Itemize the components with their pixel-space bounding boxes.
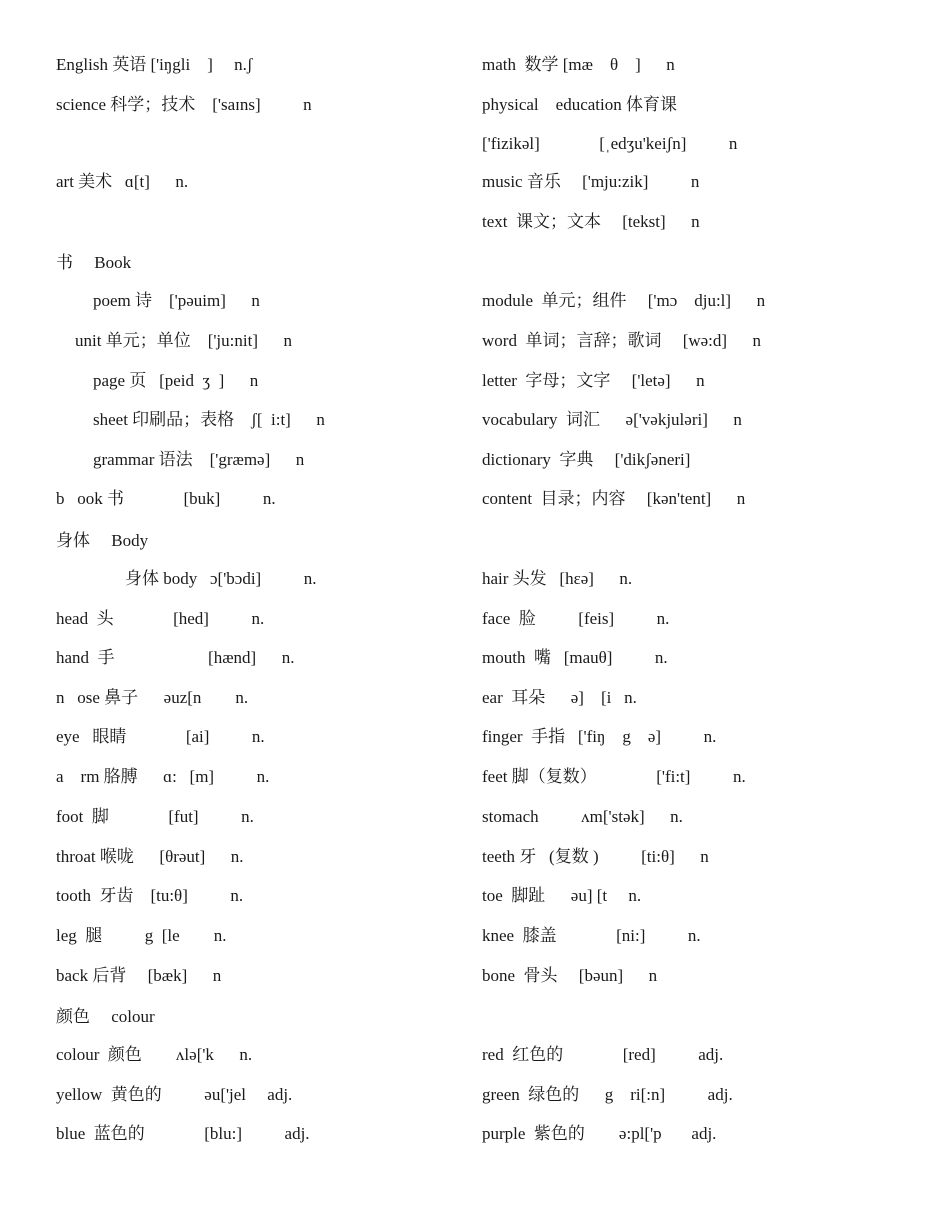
- entry-english: English 英语 ['iŋgli ] n.ʃ: [56, 55, 253, 74]
- entry-foot: foot 脚 [fut] n.: [56, 807, 254, 826]
- entry-leg: leg 腿 g [le n.: [56, 926, 227, 945]
- entry-art: art 美术 ɑ[t] n.: [56, 172, 189, 191]
- entry-pe-word: physical education 体育课: [482, 95, 677, 114]
- entry-dictionary: dictionary 字典 ['dikʃəneri]: [482, 450, 691, 469]
- entry-letter: letter 字母；文字 ['letə] n: [482, 371, 705, 390]
- entry-knee: knee 膝盖 [ni:] n.: [482, 926, 701, 945]
- entry-pe-phonetic: ['fizikəl] [ˌedʒu'keiʃn] n: [482, 134, 738, 153]
- entry-yellow: yellow 黄色的 əu['jel adj.: [56, 1085, 293, 1104]
- entry-body: 身体 body ɔ['bɔdi] n.: [125, 569, 317, 588]
- entry-throat: throat 喉咙 [θrəut] n.: [56, 847, 244, 866]
- entry-module: module 单元；组件 ['mɔ dju:l] n: [482, 291, 766, 310]
- entry-back: back 后背 [bæk] n: [56, 966, 222, 985]
- entry-music: music 音乐 ['mju:zik] n: [482, 172, 700, 191]
- entry-purple: purple 紫色的 ə:pl['p adj.: [482, 1124, 717, 1143]
- entry-content: content 目录；内容 [kən'tent] n: [482, 489, 746, 508]
- entry-hair: hair 头发 [hɛə] n.: [482, 569, 633, 588]
- entry-red: red 红色的 [red] adj.: [482, 1045, 724, 1064]
- entry-grammar: grammar 语法 ['græmə] n: [93, 450, 305, 469]
- entry-eye: eye 眼睛 [ai] n.: [56, 727, 265, 746]
- section-heading-colour: 颜色 colour: [56, 1007, 155, 1026]
- entry-stomach: stomach ʌm['stək] n.: [482, 807, 683, 826]
- entry-toe: toe 脚趾 əu] [t n.: [482, 886, 642, 905]
- entry-tooth: tooth 牙齿 [tu:θ] n.: [56, 886, 244, 905]
- entry-nose: n ose 鼻子 əuz[n n.: [56, 688, 249, 707]
- section-heading-book: 书 Book: [56, 253, 132, 272]
- entry-vocabulary: vocabulary 词汇 ə['vəkjuləri] n: [482, 410, 742, 429]
- entry-arm: a rm 胳膊 ɑ: [m] n.: [56, 767, 270, 786]
- entry-bone: bone 骨头 [bəun] n: [482, 966, 658, 985]
- entry-face: face 脸 [feis] n.: [482, 609, 670, 628]
- entry-feet: feet 脚（复数） ['fi:t] n.: [482, 767, 746, 786]
- entry-poem: poem 诗 ['pəuim] n: [93, 291, 260, 310]
- entry-text: text 课文；文本 [tekst] n: [482, 212, 700, 231]
- entry-sheet: sheet 印刷品；表格 ʃ[ i:t] n: [93, 410, 325, 429]
- entry-finger: finger 手指 ['fiŋ g ə] n.: [482, 727, 717, 746]
- entry-head: head 头 [hed] n.: [56, 609, 265, 628]
- entry-word: word 单词；言辞；歌词 [wə:d] n: [482, 331, 762, 350]
- entry-hand: hand 手 [hænd] n.: [56, 648, 295, 667]
- entry-green: green 绿色的 g ri[:n] adj.: [482, 1085, 733, 1104]
- entry-page: page 页 [peid ʒ ] n: [93, 371, 259, 390]
- entry-mouth: mouth 嘴 [mauθ] n.: [482, 648, 668, 667]
- entry-unit: unit 单元；单位 ['ju:nit] n: [75, 331, 292, 350]
- entry-science: science 科学；技术 ['saɪns] n: [56, 95, 312, 114]
- entry-colour: colour 颜色 ʌlə['k n.: [56, 1045, 253, 1064]
- section-heading-body: 身体 Body: [56, 531, 149, 550]
- entry-teeth: teeth 牙 (复数 ) [ti:θ] n: [482, 847, 709, 866]
- entry-blue: blue 蓝色的 [blu:] adj.: [56, 1124, 310, 1143]
- entry-ear: ear 耳朵 ə] [i n.: [482, 688, 637, 707]
- entry-math: math 数学 [mæ θ ] n: [482, 55, 675, 74]
- entry-book: b ook 书 [buk] n.: [56, 489, 276, 508]
